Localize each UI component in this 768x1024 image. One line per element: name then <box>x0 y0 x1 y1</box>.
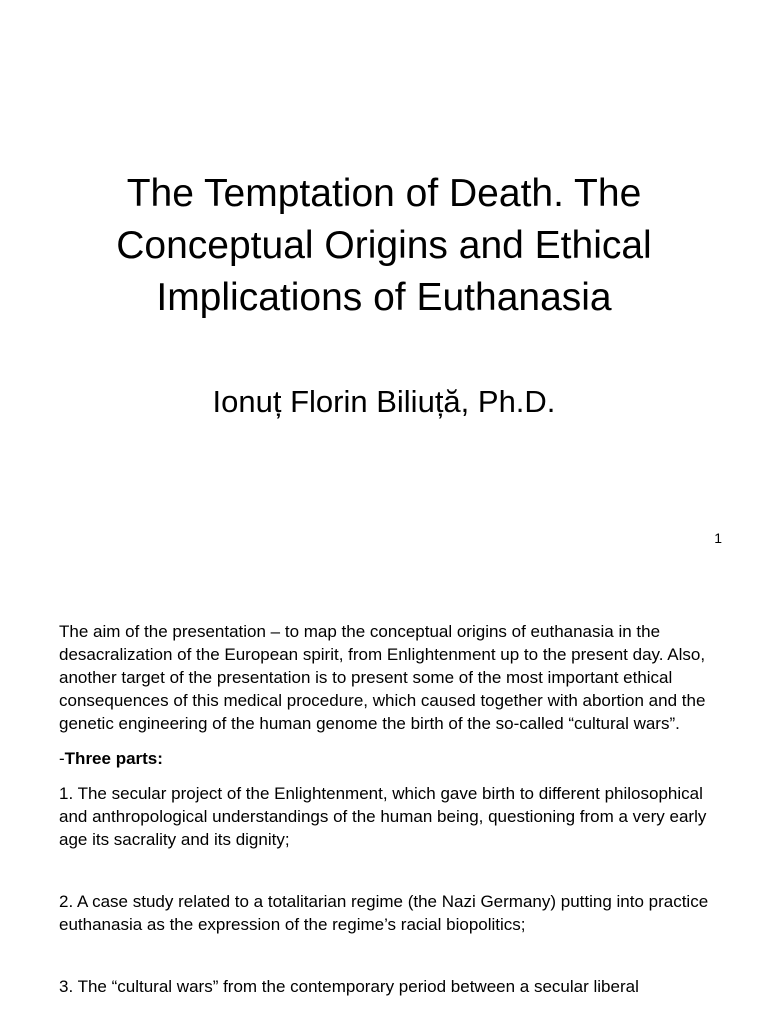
slide-title: The Temptation of Death. The Conceptual Origins and Ethical Implications of Euthanasia <box>116 172 652 319</box>
parts-heading-label: Three parts: <box>64 749 163 768</box>
part-3-paragraph: 3. The “cultural wars” from the contemporary period between a secular liberal <box>59 977 639 996</box>
aim-paragraph: The aim of the presentation – to map the conceptual origins of euthanasia in the desacralization of the European spirit, from Enlightenment up to the present day. Also, another target of the presentation is to present some of the most important ethical consequences of this medical procedure, which caused together with abortion and the genetic engineering of the human genome the birth of the so-called “cultural wars”. <box>59 622 706 733</box>
part-1-paragraph: 1. The secular project of the Enlightenment, which gave birth to different philosophical and anthropological understandings of the human being, questioning from a very early age its sacrality and its dignity; <box>59 784 707 849</box>
author-name: Ionuț Florin Biliuță, Ph.D. <box>212 384 556 419</box>
page-number: 1 <box>714 530 722 546</box>
part-2-paragraph: 2. A case study related to a totalitarian regime (the Nazi Germany) putting into practice euthanasia as the expression of the regime’s racial biopolitics; <box>59 892 709 934</box>
speaker-notes <box>59 620 719 998</box>
parts-heading <box>59 747 719 770</box>
parts-prefix: - <box>59 749 65 768</box>
